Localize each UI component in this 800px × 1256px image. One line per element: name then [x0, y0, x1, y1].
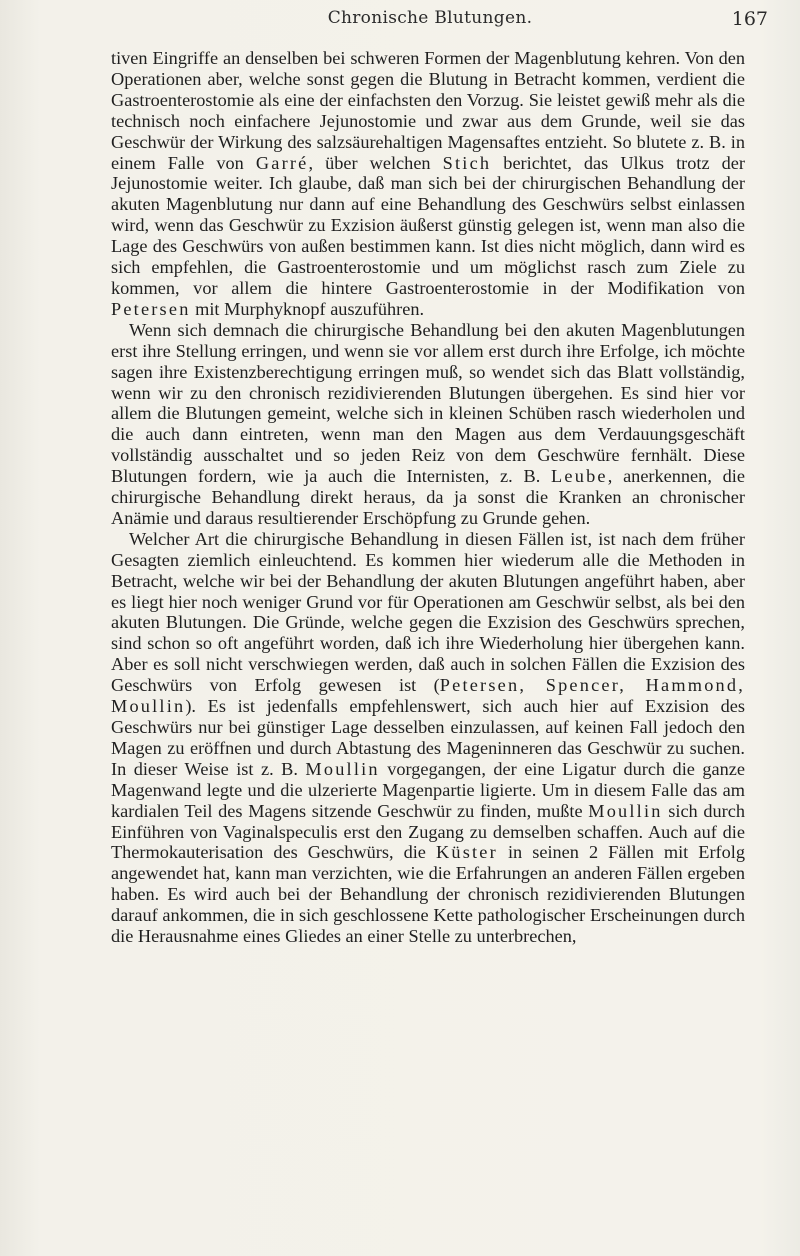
text-run: tiven Eingriffe an denselben bei schweren Formen der Magenblutung kehren. Von den Operationen aber, welche sonst gegen die Blutung in Betracht kommen, verdient die Gastroenterostomie als eine der einfachsten den Vorzug. Sie leistet gewiß mehr als die technisch noch einfachere Jejunostomie und zwar aus dem Grunde, weil sie das Geschwür der Wirkung des salzsäurehaltigen Magensaftes entzieht. So blutete z. B. in einem Falle von — [111, 48, 745, 173]
text-run: ). Es ist jedenfalls empfehlenswert, sich auch hier auf Exzision des Geschwürs nur bei günstiger Lage desselben einzulassen, auf keinen Fall jedoch den Magen zu eröffnen und durch Abtastung des Mageninneren das Geschwür zu suchen. In dieser Weise ist z. B. — [111, 696, 745, 779]
spaced-name: Moullin — [305, 758, 380, 779]
paragraph — [111, 529, 745, 947]
spaced-name: Petersen — [111, 298, 191, 319]
spaced-name: Küster — [435, 842, 498, 863]
text-run: , über welchen — [308, 152, 443, 173]
text-run: vorgegangen, der eine Ligatur durch die ganze Magenwand legte und die ulzerierte Magenpartie ligierte. Um in diesem Falle das am kardialen Teil des Magens sitzende Geschwür zu finden, mußte — [111, 758, 746, 821]
spaced-name: Moullin — [588, 800, 663, 821]
page-number: 167 — [731, 8, 768, 30]
spaced-name: Leube — [551, 466, 608, 487]
paragraph — [111, 320, 745, 529]
text-run: Wenn sich demnach die chirurgische Behandlung bei den akuten Magenblutungen erst ihre Stellung erringen, und wenn sie vor allem erst durch ihre Erfolge, ich möchte sagen ihre Existenzberechtigung erringen muß, so wendet sich das Blatt vollständig, wenn wir zu den chronisch rezidivierenden Blutungen übergehen. Es sind hier vor allem die Blutungen gemeint, welche sich in kleinen Schüben rasch wiederholen und die auch dann eintreten, wenn man den Magen aus dem Verdauungsgeschäft vollständig ausschaltet und so jeden Reiz von dem Geschwüre fernhält. Diese Blutungen fordern, wie ja auch die Internisten, z. B. — [111, 319, 745, 487]
spaced-name: Garré — [255, 152, 309, 173]
paragraph — [111, 48, 745, 320]
spaced-name: Petersen, Spencer, Hammond, Moullin — [111, 675, 745, 717]
text-run: sich durch Einführen von Vaginalspeculis erst den Zugang zu demselben schaffen. Auch auf die Thermokauterisation des Geschwürs, die — [111, 800, 745, 863]
spaced-name: Stich — [442, 152, 492, 173]
text-run: berichtet, das Ulkus trotz der Jejunostomie weiter. Ich glaube, daß man sich bei der chirurgischen Behandlung der akuten Magenblutung nur dann auf eine Behandlung des Geschwürs selbst einlassen wird, wenn das Geschwür zu Exzision äußerst günstig gelegen ist, wenn man also die Lage des Geschwürs von außen bestimmen kann. Ist dies nicht möglich, dann wird es sich empfehlen, die Gastroenterostomie und um möglichst rasch zum Ziele zu kommen, vor allem die hintere Gastroenterostomie in der Modifikation von — [111, 152, 745, 298]
text-run: mit Murphyknopf auszuführen. — [190, 298, 425, 319]
text-run: , anerkennen, die chirurgische Behandlung direkt heraus, da ja sonst die Kranken an chronischer Anämie und daraus resultierender Erschöpfung zu Grunde gehen. — [111, 466, 745, 528]
running-title: Chronische Blutungen. — [327, 8, 533, 28]
text-run: Welcher Art die chirurgische Behandlung in diesen Fällen ist, ist nach dem früher Gesagten ziemlich einleuchtend. Es kommen hier wiederum alle die Methoden in Betracht, welche wir bei der Behandlung der akuten Blutungen angeführt haben, aber es liegt hier noch weniger Grund vor für Operationen am Geschwür selbst, als bei den akuten Blutungen. Die Gründe, welche gegen die Exzision des Geschwürs sprechen, sind schon so oft angeführt worden, daß ich ihre Wiederholung hier übergehen kann. Aber es soll nicht verschwiegen werden, daß auch in solchen Fällen die Exzision des Geschwürs von Erfolg gewesen ist ( — [111, 528, 745, 696]
page-header — [90, 8, 770, 32]
text-run: in seinen 2 Fällen mit Erfolg angewendet hat, kann man verzichten, wie die Erfahrungen an anderen Fällen ergeben haben. Es wird auch bei der Behandlung der chronisch rezidivierenden Blutungen darauf ankommen, die in sich geschlossene Kette pathologischer Erscheinungen durch die Herausnahme eines Gliedes an einer Stelle zu unterbrechen, — [111, 842, 746, 947]
body-text — [111, 48, 745, 947]
